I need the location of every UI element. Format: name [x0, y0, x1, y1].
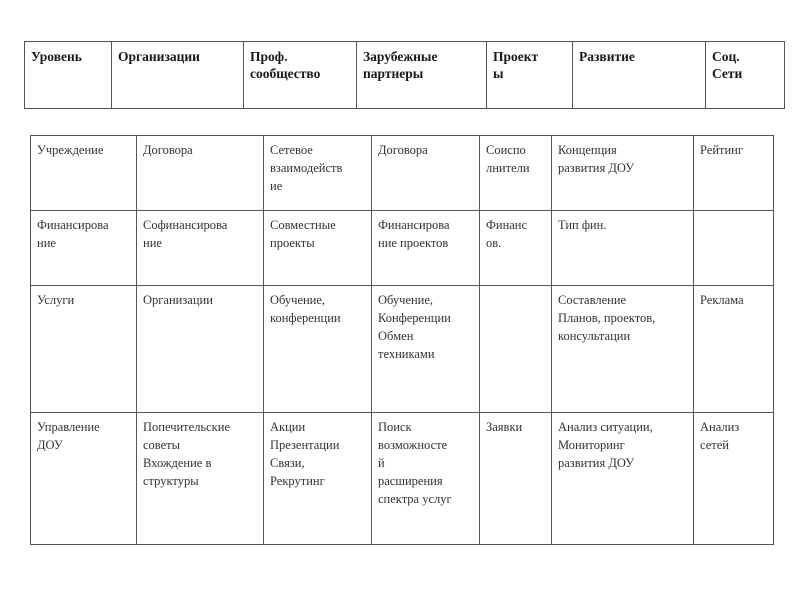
- table-cell: [31, 286, 137, 413]
- table-cell: [264, 286, 372, 413]
- table-cell-text: Попечительские советы Вхождение в структуры: [143, 420, 230, 488]
- table-cell-text: Обучение, Конференции Обмен техниками: [378, 293, 451, 361]
- header-cell-social-networks: [706, 42, 785, 109]
- table-cell: [137, 413, 264, 545]
- table-cell: [31, 413, 137, 545]
- table-cell: [372, 413, 480, 545]
- table-cell: [264, 136, 372, 211]
- table-cell-text: Софинансирова ние: [143, 218, 228, 250]
- table-cell-text: Услуги: [37, 293, 75, 307]
- table-cell-text: Концепция развития ДОУ: [558, 143, 635, 175]
- table-cell-text: Тип фин.: [558, 218, 607, 232]
- table-cell: [137, 286, 264, 413]
- table-cell-text: Совместные проекты: [270, 218, 336, 250]
- table-cell-text: Обучение, конференции: [270, 293, 341, 325]
- table-cell: [552, 413, 694, 545]
- table-cell: [372, 136, 480, 211]
- header-cell-text: Организации: [118, 49, 200, 64]
- header-cell-projects: [487, 42, 573, 109]
- table-cell-text: Управление ДОУ: [37, 420, 100, 452]
- header-cell-text: Развитие: [579, 49, 635, 64]
- table-cell: [480, 136, 552, 211]
- table-cell: [694, 286, 774, 413]
- table-cell: [372, 211, 480, 286]
- table-row: [31, 136, 774, 211]
- header-cell-level: [25, 42, 112, 109]
- table-cell: [480, 286, 552, 413]
- table-cell: [264, 413, 372, 545]
- table-cell: [694, 136, 774, 211]
- table-cell: [372, 286, 480, 413]
- table-cell: [137, 211, 264, 286]
- header-cell-text: Проф. сообщество: [250, 49, 321, 81]
- table-cell: [694, 413, 774, 545]
- header-cell-foreign-partners: [357, 42, 487, 109]
- table-cell: [31, 136, 137, 211]
- header-table: [24, 41, 785, 109]
- table-cell-text: Соиспо лнители: [486, 143, 530, 175]
- table-cell-text: Сетевое взаимодейств ие: [270, 143, 343, 193]
- header-cell-organizations: [112, 42, 244, 109]
- table-cell-text: Поиск возможносте й расширения спектра услуг: [378, 420, 452, 506]
- table-cell-text: Анализ ситуации, Мониторинг развития ДОУ: [558, 420, 653, 470]
- table-cell: [31, 211, 137, 286]
- table-cell-text: Акции Презентации Связи, Рекрутинг: [270, 420, 340, 488]
- table-cell: [552, 211, 694, 286]
- header-cell-prof-community: [244, 42, 357, 109]
- table-row: [31, 286, 774, 413]
- table-cell-text: Финанс ов.: [486, 218, 528, 250]
- table-row: [31, 413, 774, 545]
- table-cell: [264, 211, 372, 286]
- table-cell: [137, 136, 264, 211]
- table-cell-text: Реклама: [700, 293, 744, 307]
- header-cell-text: Проект ы: [493, 49, 539, 81]
- table-cell: [480, 211, 552, 286]
- header-cell-development: [573, 42, 706, 109]
- table-cell-text: Учреждение: [37, 143, 104, 157]
- table-cell-text: Организации: [143, 293, 213, 307]
- table-cell-text: Финансирова ние проектов: [378, 218, 450, 250]
- table-cell-text: Договора: [143, 143, 193, 157]
- table-row: [31, 211, 774, 286]
- table-cell-text: Рейтинг: [700, 143, 743, 157]
- header-cell-text: Уровень: [31, 49, 82, 64]
- table-cell-text: Заявки: [486, 420, 523, 434]
- table-cell-text: Составление Планов, проектов, консультации: [558, 293, 656, 343]
- table-cell: [552, 136, 694, 211]
- header-cell-text: Зарубежные партнеры: [363, 49, 438, 81]
- table-cell-text: Договора: [378, 143, 428, 157]
- header-row: [25, 42, 785, 109]
- body-table: [30, 135, 774, 545]
- table-cell-text: Анализ сетей: [700, 420, 740, 452]
- table-cell: [694, 211, 774, 286]
- table-cell-text: Финансирова ние: [37, 218, 109, 250]
- table-cell: [552, 286, 694, 413]
- table-cell: [480, 413, 552, 545]
- header-cell-text: Соц. Сети: [712, 49, 743, 81]
